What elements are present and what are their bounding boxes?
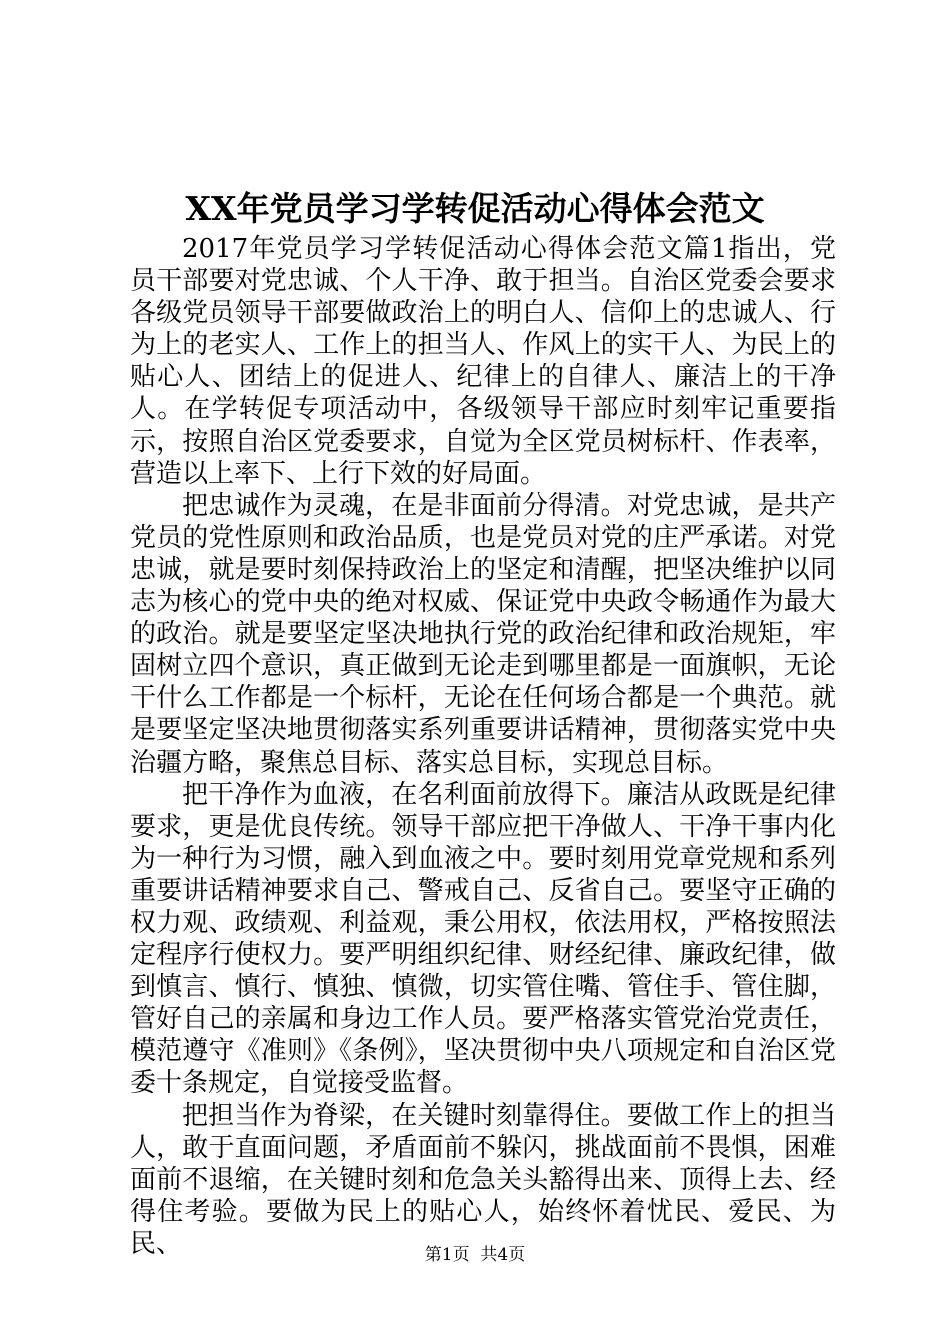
document-body (130, 233, 836, 1260)
paragraph-1: 2017年党员学习学转促活动心得体会范文篇1指出，党员干部要对党忠诚、个人干净、敢于担当。自治区党委会要求各级党员领导干部要做政治上的明白人、信仰上的忠诚人、行为上的老实人、工作上的担当人、作风上的实干人、为民上的贴心人、团结上的促进人、纪律上的自律人、廉洁上的干净人。在学转促专项活动中，各级领导干部应时刻牢记重要指示，按照自治区党委要求，自觉为全区党员树标杆、作表率，营造以上率下、上行下效的好局面。 (130, 234, 836, 489)
page-number: 第1页 (424, 1245, 470, 1265)
footer-separator (470, 1245, 481, 1265)
paragraph-4: 把担当作为脊梁，在关键时刻靠得住。要做工作上的担当人，敢于直面问题，矛盾面前不躲闪，挑战面前不畏惧，困难面前不退缩，在关键时刻和危急关头豁得出来、顶得上去、经得住考验。要做为民上的贴心人，始终怀着忧民、爱民、为民、 (130, 1100, 836, 1259)
document-title: XX年党员学习学转促活动心得体会范文 (185, 189, 765, 228)
paragraph-2: 把忠诚作为灵魂，在是非面前分得清。对党忠诚，是共产党员的党性原则和政治品质，也是党员对党的庄严承诺。对党忠诚，就是要时刻保持政治上的坚定和清醒，把坚决维护以同志为核心的党中央的绝对权威、保证党中央政令畅通作为最大的政治。就是要坚定坚决地执行党的政治纪律和政治规矩，牢固树立四个意识，真正做到无论走到哪里都是一面旗帜，无论干什么工作都是一个标杆，无论在任何场合都是一个典范。就是要坚定坚决地贯彻落实系列重要讲话精神，贯彻落实党中央治疆方略，聚焦总目标、落实总目标，实现总目标。 (130, 490, 836, 778)
page-footer (0, 1244, 950, 1266)
paragraph-3: 把干净作为血液，在名利面前放得下。廉洁从政既是纪律要求，更是优良传统。领导干部应把干净做人、干净干事内化为一种行为习惯，融入到血液之中。要时刻用党章党规和系列重要讲话精神要求自己、警戒自己、反省自己。要坚守正确的权力观、政绩观、利益观，秉公用权，依法用权，严格按照法定程序行使权力。要严明组织纪律、财经纪律、廉政纪律，做到慎言、慎行、慎独、慎微，切实管住嘴、管住手、管住脚，管好自己的亲属和身边工作人员。要严格落实管党治党责任，模范遵守《准则》《条例》，坚决贯彻中央八项规定和自治区党委十条规定，自觉接受监督。 (130, 779, 836, 1099)
page-total: 共4页 (480, 1245, 526, 1265)
